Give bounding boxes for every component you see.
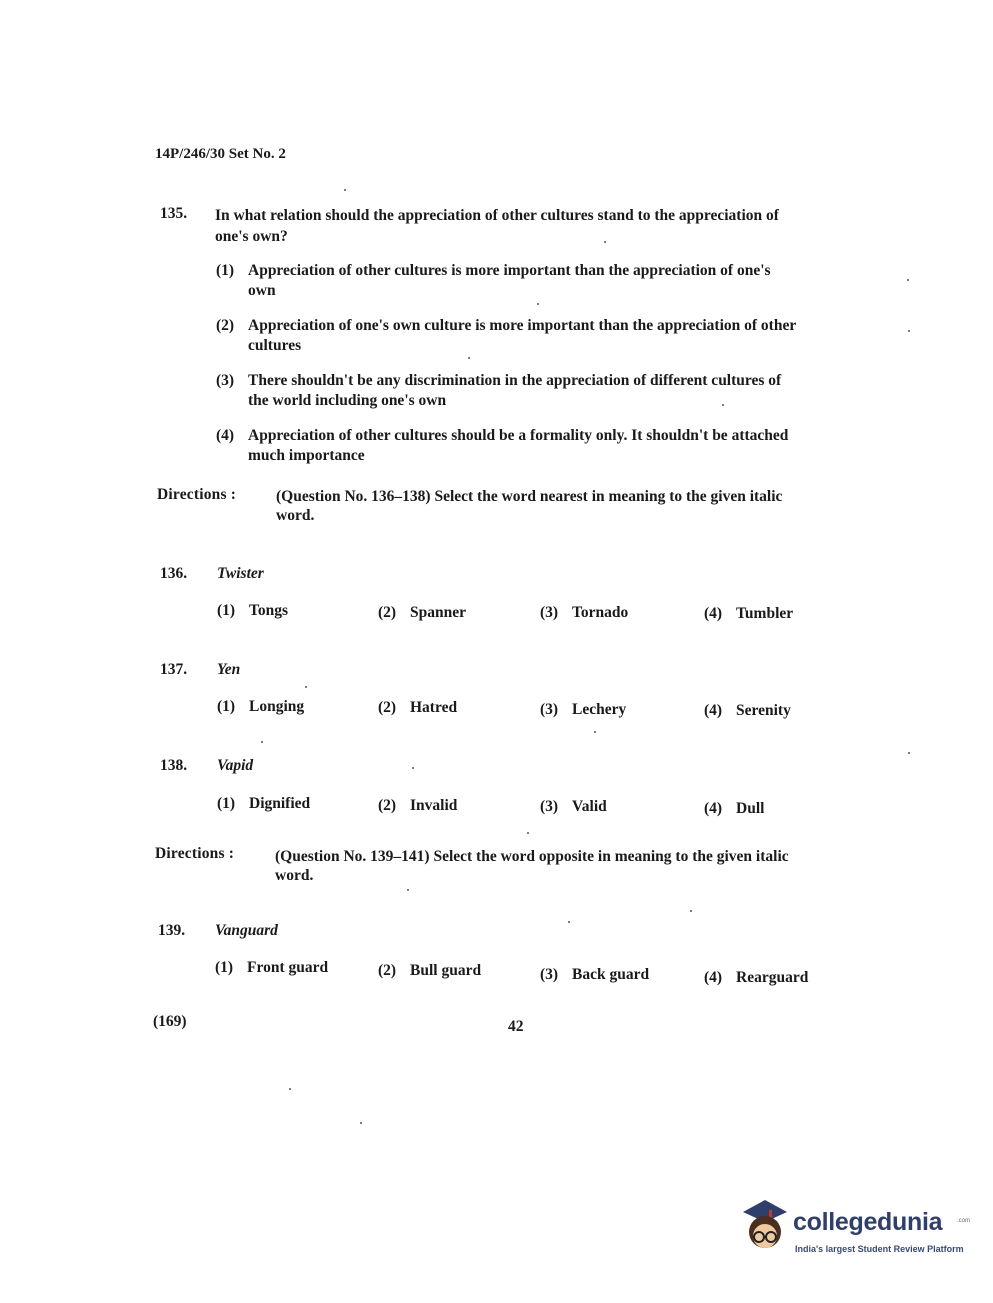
choice-2: (2) Invalid [378,797,458,814]
choice-2: (2) Spanner [378,604,466,621]
option-number: (1) [216,262,235,279]
page-number: 42 [508,1018,524,1035]
question-number: 136. [160,565,188,582]
choice-3: (3) Back guard [540,966,650,983]
footer-code: (169) [153,1013,187,1030]
choice-4: (4) Tumbler [704,605,794,622]
option-text: Appreciation of other cultures should be a formality only. It shouldn't be attached much importance [248,427,789,464]
option-number: (3) [216,372,235,389]
option-text: Appreciation of other cultures is more important than the appreciation of one's own [248,262,771,299]
option-3 [216,371,891,413]
choice-3: (3) Valid [540,798,607,815]
choice-2: (2) Hatred [378,699,458,716]
choice-1: (1) Tongs [217,602,289,619]
option-text: There shouldn't be any discrimination in the appreciation of different cultures of the world including one's own [248,372,782,409]
directions-label: Directions : [155,845,235,862]
choice-1: (1) Front guard [215,959,329,976]
directions-label: Directions : [157,486,237,503]
option-text: Appreciation of one's own culture is more important than the appreciation of other cultures [248,317,797,354]
choice-3: (3) Lechery [540,701,627,718]
question-number: 137. [160,661,188,678]
brand-tagline: India's largest Student Review Platform [795,1244,964,1254]
question-number: 139. [158,922,186,939]
brand-suffix: .com [957,1218,971,1224]
choice-1: (1) Longing [217,698,305,715]
question-word: Vapid [217,757,254,774]
option-number: (2) [216,317,235,334]
option-2 [216,316,891,358]
choice-4: (4) Rearguard [704,969,809,986]
option-1 [216,261,891,303]
collegedunia-logo [735,1196,975,1266]
question-text-line: In what relation should the appreciation of other cultures stand to the appreciation of [215,207,779,224]
choice-2: (2) Bull guard [378,962,482,979]
option-4 [216,426,891,468]
choice-1: (1) Dignified [217,795,311,812]
question-number: 135. [160,205,188,222]
directions-text: (Question No. 136–138) Select the word nearest in meaning to the given italic word. [276,488,783,524]
question-word: Yen [217,661,241,678]
question-text-line: one's own? [215,228,288,245]
brand-name: collegedunia [793,1208,943,1236]
paper-code: 14P/246/30 Set No. 2 [155,146,286,162]
choice-3: (3) Tornado [540,604,629,621]
question-text [215,205,890,247]
question-number: 138. [160,757,188,774]
choice-4: (4) Dull [704,800,765,817]
question-word: Vanguard [215,922,278,939]
option-number: (4) [216,427,235,444]
choice-4: (4) Serenity [704,702,791,719]
question-word: Twister [217,565,264,582]
mascot-icon [735,1196,793,1258]
directions-text: (Question No. 139–141) Select the word opposite in meaning to the given italic word. [275,848,789,884]
